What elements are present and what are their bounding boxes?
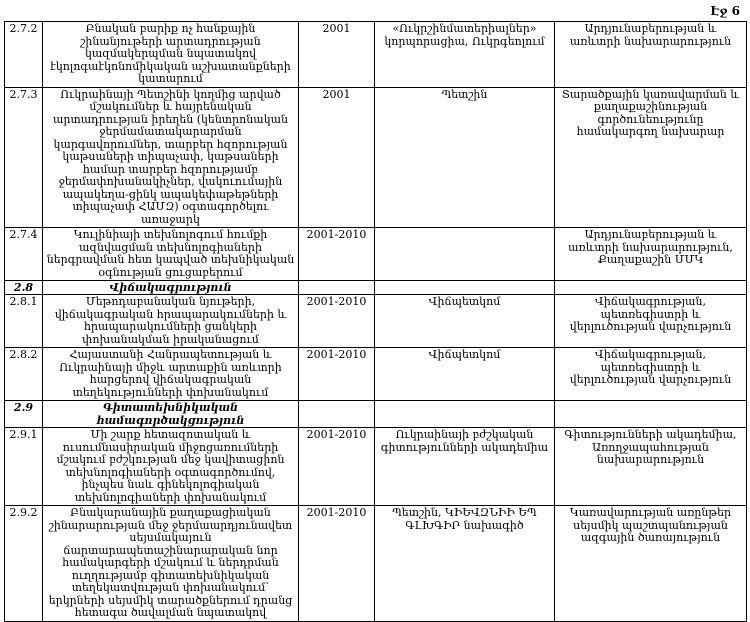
table-row bbox=[5, 348, 747, 401]
row-year: 2001 bbox=[299, 87, 375, 228]
row-description: Բնակարանային քաղաքացիական շինարարության մեջ ջերմաարդյունավետ սեյսմակայուն ճարտարապետաշինարարական նոր համակարգերի մշակում և ներդրման ուղղությամբ գիտատեխնիկական տեղեկատվության փոխանակում՝ երկրների սեյսմիկ տարածքներում դրանց հետագա ծավալման նպատակով bbox=[43, 506, 299, 622]
row-responsible: Արդյունաբերության և առևտրի նախարարություն, Քաղաքաշին ՄՄԿ bbox=[555, 228, 747, 281]
section-number: 2.9 bbox=[5, 401, 43, 428]
table-row bbox=[5, 22, 747, 88]
row-responsible bbox=[555, 281, 747, 295]
row-year: 2001-2010 bbox=[299, 228, 375, 281]
row-executor bbox=[375, 281, 555, 295]
row-number: 2.9.2 bbox=[5, 506, 43, 622]
row-responsible: Տարածքային կառավարման և քաղաքաշինության գործունեությունը համակարգող նախարար bbox=[555, 87, 747, 228]
section-number: 2.8 bbox=[5, 281, 43, 295]
row-executor: Վիճպետկոմ bbox=[375, 295, 555, 348]
page-number-label: Էջ 6 bbox=[710, 4, 740, 18]
table-row bbox=[5, 295, 747, 348]
row-executor: «Ուկրշինմատերիալներ» կորպորացիա, Ուկրգեոլում bbox=[375, 22, 555, 88]
row-responsible: Գիտությունների ակադեմիա, Առողջապահության նախարարություն bbox=[555, 428, 747, 506]
table-row bbox=[5, 428, 747, 506]
row-responsible: Արդյունաբերության և առևտրի նախարարություն bbox=[555, 22, 747, 88]
row-number: 2.9.1 bbox=[5, 428, 43, 506]
row-executor: Վիճպետկոմ bbox=[375, 348, 555, 401]
row-executor bbox=[375, 228, 555, 281]
row-executor: Պետշին bbox=[375, 87, 555, 228]
row-year: 2001-2010 bbox=[299, 348, 375, 401]
section-title: Գիտատեխնիկական համագործակցություն bbox=[43, 401, 299, 428]
row-executor: Ուկրաինայի բժշկական գիտությունների ակադեմիա bbox=[375, 428, 555, 506]
row-responsible bbox=[555, 401, 747, 428]
row-description: Ուկրաինայի Պետշինի կողմից արված մշակումներ և հայրենական արտադրության իրեղեն (կենտրոնական ջերմամատակարարման կարգավորումներ, տարբեր հզորության կաթսաների տիպաչափ, կաթսաների համար տարբեր հզորությամբ ջերմափոխանակիչներ, վակուումային ապակեղա-ցինկ ապակեփաթեթների տիպաչափ ՀԱՄԶ) օգտագործելու առաջարկ bbox=[43, 87, 299, 228]
table-row bbox=[5, 506, 747, 622]
row-number: 2.7.2 bbox=[5, 22, 43, 88]
row-description: Հայաստանի Հանրապետության և Ուկրաինայի միջև արտաքին առևտրի հարցերով վիճակագրական տեղեկությունների փոխանակում bbox=[43, 348, 299, 401]
row-year: 2001-2010 bbox=[299, 506, 375, 622]
table-row bbox=[5, 87, 747, 228]
table-row bbox=[5, 228, 747, 281]
row-description: Կուլինիայի տեխնոլոգում հումքի ազնվացման տեխնոլոգիաների ներգրավման հետ կապված տեխնիկական օգնության ցուցաբերում bbox=[43, 228, 299, 281]
row-description: Բնական բարիք ոչ հանքային շինանյութերի արտադրության կազմակերպման նպատակով էկոլոգաէկոնոմիկական աշխատանքների կատարում bbox=[43, 22, 299, 88]
row-description: Մի շարք հետազոտական և ուսումնասիրական միջոցառումների մշակում բժշկության մեջ կավիտացիոն տեխնոլոգիաների օգտագործումով, ինչպես նաև գինեկոլոգիական տեխնոլոգիաների փոխանակում bbox=[43, 428, 299, 506]
row-executor bbox=[375, 401, 555, 428]
row-year: 2001-2010 bbox=[299, 428, 375, 506]
row-year bbox=[299, 281, 375, 295]
row-number: 2.7.4 bbox=[5, 228, 43, 281]
row-year: 2001-2010 bbox=[299, 295, 375, 348]
row-responsible: Կառավարության առընթեր սեյսմիկ պաշտպանության ազգային ծառայություն bbox=[555, 506, 747, 622]
row-year: 2001 bbox=[299, 22, 375, 88]
row-responsible: Վիճակագրության, պետռեգիստրի և վերլուծության վարչություն bbox=[555, 348, 747, 401]
row-number: 2.8.1 bbox=[5, 295, 43, 348]
row-description: Մեթոդաբանական նյութերի, վիճակագրական հրապարակումների և հրապարակումների ցանկերի փոխանակման իրականացում bbox=[43, 295, 299, 348]
row-executor: Պետշին, ԿԻԵՎԶՆԻԻ ԵՊ ԳԼԽԳԻՐ նախագիծ bbox=[375, 506, 555, 622]
plan-table bbox=[4, 21, 747, 622]
row-number: 2.7.3 bbox=[5, 87, 43, 228]
section-row bbox=[5, 281, 747, 295]
row-number: 2.8.2 bbox=[5, 348, 43, 401]
section-title: Վիճակագրություն bbox=[43, 281, 299, 295]
section-row bbox=[5, 401, 747, 428]
row-year bbox=[299, 401, 375, 428]
row-responsible: Վիճակագրության, պետռեգիստրի և վերլուծության վարչություն bbox=[555, 295, 747, 348]
